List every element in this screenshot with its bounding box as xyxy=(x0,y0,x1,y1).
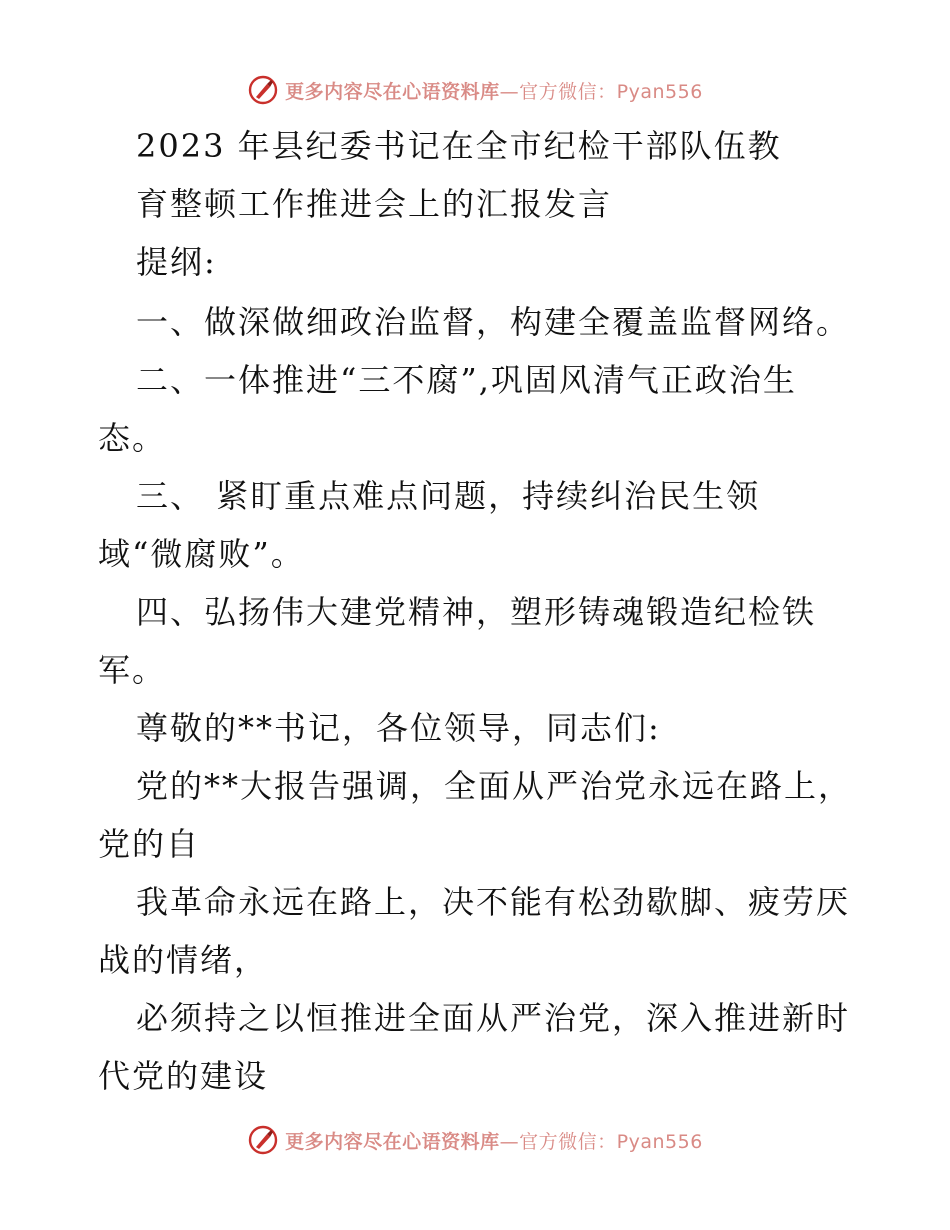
outline-item-4: 四、弘扬伟大建党精神，塑形铸魂锻造纪检铁 xyxy=(136,593,817,631)
body-paragraph-2: 我革命永远在路上，决不能有松劲歇脚、疲劳厌 xyxy=(136,883,851,921)
title-line-2: 育整顿工作推进会上的汇报发言 xyxy=(136,185,613,223)
watermark-text: 更多内容尽在心语资料库—官方微信：Pyan556 xyxy=(285,80,703,103)
body-paragraph-3: 必须持之以恒推进全面从严治党，深入推进新时 xyxy=(136,999,851,1037)
outline-item-3-cont: 域“微腐败”。 xyxy=(98,535,305,573)
pen-circle-logo-icon xyxy=(247,1124,279,1156)
salutation: 尊敬的**书记，各位领导，同志们: xyxy=(136,709,661,747)
watermark-text: 更多内容尽在心语资料库—官方微信：Pyan556 xyxy=(285,1130,703,1153)
outline-label: 提纲: xyxy=(136,243,217,281)
outline-item-2: 二、一体推进“三不腐”,巩固风清气正政治生 xyxy=(136,361,797,399)
header-watermark xyxy=(0,70,950,110)
title-line-1: 2023 年县纪委书记在全市纪检干部队伍教 xyxy=(136,127,782,165)
outline-item-4-cont: 军。 xyxy=(98,651,167,689)
pen-circle-logo-icon xyxy=(247,74,279,106)
body-paragraph-1: 党的**大报告强调，全面从严治党永远在路上， xyxy=(136,767,853,805)
body-paragraph-1-cont: 党的自 xyxy=(98,825,201,863)
outline-item-3: 三、 紧盯重点难点问题，持续纠治民生领 xyxy=(136,477,761,515)
outline-item-1: 一、做深做细政治监督，构建全覆盖监督网络。 xyxy=(136,303,851,341)
body-paragraph-2-cont: 战的情绪， xyxy=(98,941,269,979)
body-paragraph-3-cont: 代党的建设 xyxy=(98,1057,269,1095)
outline-item-2-cont: 态。 xyxy=(98,419,167,457)
footer-watermark xyxy=(0,1120,950,1160)
